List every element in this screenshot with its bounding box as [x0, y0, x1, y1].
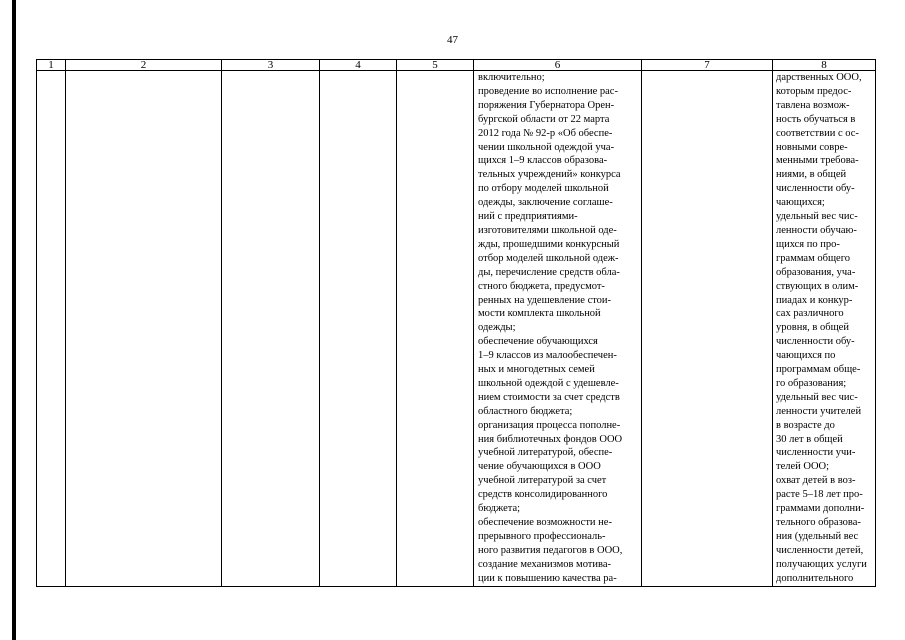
text-line: организация процесса пополне- — [478, 419, 621, 431]
text-line: чении школьной одеждой уча- — [478, 141, 615, 153]
text-line: ния библиотечных фондов ООО — [478, 433, 623, 445]
text-line: создание механизмов мотива- — [478, 558, 611, 570]
text-line: дополнительного — [776, 572, 854, 584]
cell-col-7 — [642, 71, 773, 587]
text-line: ствующих в олим- — [776, 280, 859, 292]
text-line: пиадах и конкур- — [776, 294, 853, 306]
page-number: 47 — [447, 34, 458, 46]
text-line: чающихся; — [776, 197, 825, 209]
text-line: нием стоимости за счет средств — [478, 391, 620, 403]
text-line: учебной литературой, обеспе- — [478, 447, 613, 459]
text-line: ции к повышению качества ра- — [478, 572, 617, 584]
text-line: 1–9 классов из малообеспечен- — [478, 350, 617, 362]
text-line: бургской области от 22 марта — [478, 113, 610, 125]
text-line: средств консолидированного — [478, 489, 608, 501]
text-line: жды, прошедшими конкурсный — [478, 238, 620, 250]
column-header-7: 7 — [642, 60, 773, 71]
cell-col-1 — [37, 71, 66, 587]
text-line: получающих услуги — [776, 558, 867, 570]
text-line: мости комплекта школьной — [478, 308, 601, 320]
text-line: ленности обучаю- — [776, 224, 857, 236]
text-line: сах различного — [776, 308, 844, 320]
text-line: областного бюджета; — [478, 405, 573, 417]
text-line: ния (удельный вес — [776, 530, 859, 542]
column-header-3: 3 — [222, 60, 320, 71]
cell-col-4 — [320, 71, 397, 587]
text-line: проведение во исполнение рас- — [478, 85, 618, 97]
text-line: по отбору моделей школьной — [478, 183, 609, 195]
cell-col-3 — [222, 71, 320, 587]
text-line: ренных на удешевление стои- — [478, 294, 612, 306]
text-line: го образования; — [776, 377, 847, 389]
text-line: которым предос- — [776, 85, 852, 97]
text-line: дарственных ООО, — [776, 72, 862, 83]
text-line: в возрасте до — [776, 419, 835, 431]
text-line: тавлена возмож- — [776, 99, 850, 111]
text-line: менными требова- — [776, 155, 859, 167]
text-line: ды, перечисление средств обла- — [478, 266, 620, 278]
text-line: численности обу- — [776, 336, 855, 348]
text-line: ного развития педагогов в ООО, — [478, 544, 623, 556]
page-edge-rule — [12, 0, 16, 640]
text-line: тельного образова- — [776, 517, 861, 528]
text-line: численности учи- — [776, 447, 856, 459]
column-header-1: 1 — [37, 60, 66, 71]
indicators-text — [773, 71, 875, 586]
header-row — [37, 60, 876, 71]
text-line: 2012 года № 92-р «Об обеспе- — [478, 127, 613, 139]
text-line: соответствии с ос- — [776, 127, 859, 139]
text-line: ниями, в общей — [776, 169, 847, 181]
text-line: учебной литературой за счет — [478, 475, 607, 487]
cell-col-2 — [66, 71, 222, 587]
text-line: включительно; — [478, 72, 545, 83]
text-line: ленности учителей — [776, 405, 862, 417]
cell-col-5 — [397, 71, 474, 587]
text-line: уровня, в общей — [776, 322, 849, 334]
text-line: щихся по про- — [776, 238, 840, 250]
cell-col-8 — [773, 71, 876, 587]
text-line: щихся 1–9 классов образова- — [478, 155, 608, 167]
text-line: прерывного профессиональ- — [478, 530, 606, 542]
activities-text — [474, 71, 641, 586]
text-line: обеспечение обучающихся — [478, 336, 598, 348]
text-line: 30 лет в общей — [776, 433, 843, 445]
text-line: ных и многодетных семей — [478, 364, 595, 376]
text-line: одежды, заключение соглаше- — [478, 197, 613, 209]
document-table — [36, 59, 876, 587]
text-line: изготовителями школьной оде- — [478, 224, 617, 236]
column-header-6: 6 — [474, 60, 642, 71]
text-line: численности детей, — [776, 544, 864, 556]
column-header-5: 5 — [397, 60, 474, 71]
text-line: удельный вес чис- — [776, 391, 858, 403]
text-line: образования, уча- — [776, 266, 856, 278]
text-line: стного бюджета, предусмот- — [478, 280, 605, 292]
text-line: тельных учреждений» конкурса — [478, 169, 621, 181]
text-line: расте 5–18 лет про- — [776, 489, 863, 501]
text-line: охват детей в воз- — [776, 475, 856, 487]
text-line: чение обучающихся в ООО — [478, 461, 601, 473]
cell-col-6 — [474, 71, 642, 587]
text-line: одежды; — [478, 322, 516, 334]
column-header-2: 2 — [66, 60, 222, 71]
text-line: телей ООО; — [776, 461, 830, 473]
text-line: школьной одеждой с удешевле- — [478, 377, 619, 389]
text-line: численности обу- — [776, 183, 855, 195]
text-line: чающихся по — [776, 350, 836, 362]
text-line: обеспечение возможности не- — [478, 517, 612, 528]
text-line: ность обучаться в — [776, 113, 856, 125]
text-line: ний с предприятиями- — [478, 211, 578, 223]
text-line: удельный вес чис- — [776, 211, 858, 223]
column-header-8: 8 — [773, 60, 876, 71]
text-line: отбор моделей школьной одеж- — [478, 252, 619, 264]
column-header-4: 4 — [320, 60, 397, 71]
text-line: граммами дополни- — [776, 503, 865, 515]
text-line: поряжения Губернатора Орен- — [478, 99, 615, 111]
text-line: бюджета; — [478, 503, 521, 515]
content-row — [37, 71, 876, 587]
text-line: новными совре- — [776, 141, 848, 153]
text-line: программам обще- — [776, 364, 861, 376]
text-line: граммам общего — [776, 252, 850, 264]
